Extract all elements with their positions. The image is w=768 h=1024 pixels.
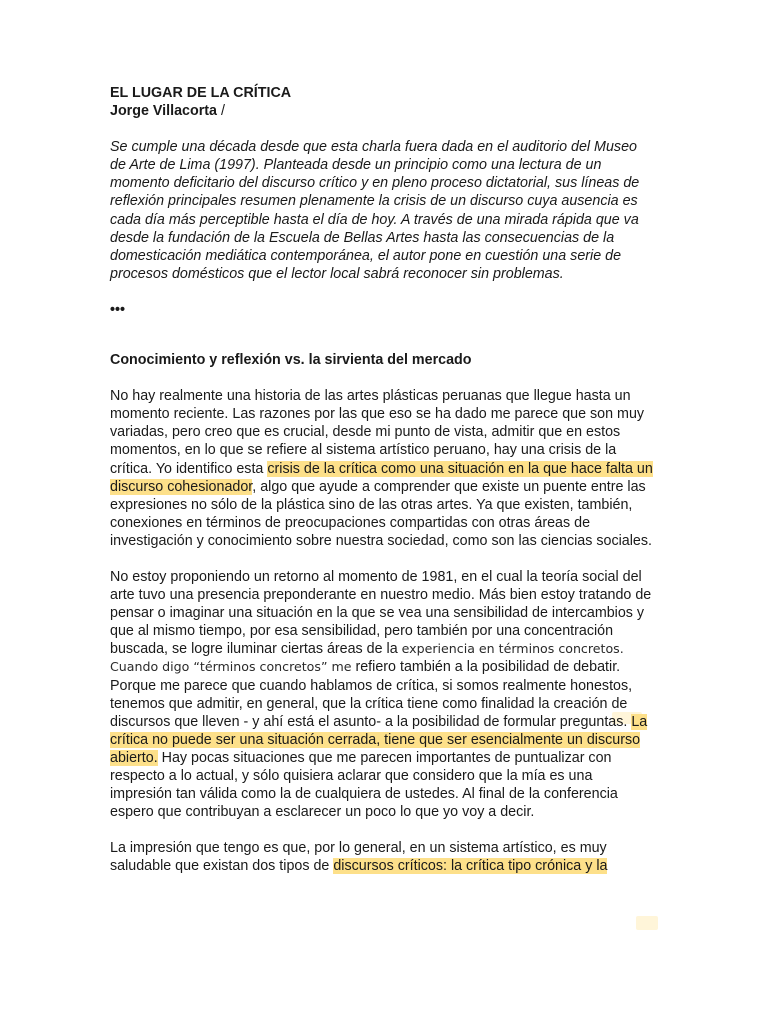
article-author: [110, 102, 656, 120]
section-heading: Conocimiento y reflexión vs. la sirvienta del mercado: [110, 352, 472, 369]
paragraph-text: Hay pocas situaciones que me parecen importantes de puntualizar con respecto a lo actual, y sólo quisiera aclarar que considero que la mía es una impresión tan válida como la de cualquiera de ustedes. Al final de la conferencia espero que contribuyan a esclarecer un poco lo que yo voy a decir.: [110, 749, 618, 821]
highlighted-text: discursos críticos: la crítica tipo crónica y la: [333, 858, 608, 875]
author-name: Jorge Villacorta: [110, 103, 218, 120]
article-title: EL LUGAR DE LA CRÍTICA: [110, 85, 292, 101]
highlighted-text: crisis de la crítica como una situación en la que hace falta un discurso cohesionador: [110, 460, 653, 495]
article-abstract: Se cumple una década desde que esta charla fuera dada en el auditorio del Museo de Arte de Lima (1997). Planteada desde un principio como una lectura de un momento deficitario del discurso crítico y en pleno proceso dictatorial, sus líneas de reflexión principales resumen plenamente la crisis de un discurso cuya ausencia es cada día más perceptible hasta el día de hoy. A través de una mirada rápida que va desde la fundación de la Escuela de Bellas Artes hasta las consecuencias de la domesticación mediática contemporánea, el autor pone en cuestión una serie de procesos domésticos que el lector local sabrá reconocer sin problemas.: [110, 139, 640, 282]
paragraph-text-alt-font: experiencia en términos concretos. Cuando digo “términos concretos” me: [110, 641, 624, 675]
paragraph-3: [110, 839, 656, 875]
highlighted-text: La crítica no puede ser una situación cerrada, tiene que ser esencialmente un discurso abierto.: [110, 713, 648, 766]
paragraph-2: [110, 568, 656, 821]
paragraph-text: No hay realmente una historia de las artes plásticas peruanas que llegue hasta un momento reciente. Las razones por las que eso se ha dado me parece que son muy variadas, pero creo que es crucial, desde mi punto de vista, admitir que en estos momentos, en lo que se refiere al sistema artístico peruano, hay una crisis de la crítica. Yo identifico esta: [110, 388, 645, 477]
highlight-smudge: [636, 916, 658, 930]
paragraph-1: [110, 387, 656, 550]
paragraph-text: refiero también a la posibilidad de debatir. Porque me parece que cuando hablamos de crítica, si somos realmente honestos, tenemos que admitir, en general, que la crítica tiene como finalidad la creación de discursos que lleven - y ahí está el asunto- a la posibilidad de formular preguntas.: [110, 659, 633, 730]
paragraph-text: , algo que ayude a comprender que existe un puente entre las expresiones no sólo de la plástica sino de las otras artes. Ya que existen, también, conexiones en términos de preocupaciones compartidas con otras áreas de investigación y conocimiento sobre nuestra sociedad, como son las ciencias sociales.: [110, 478, 652, 549]
document-page: [110, 84, 656, 875]
paragraph-text: La impresión que tengo es que, por lo general, en un sistema artístico, es muy saludable que existan dos tipos de: [110, 840, 607, 875]
author-separator: /: [217, 103, 225, 120]
paragraph-text: No estoy proponiendo un retorno al momento de 1981, en el cual la teoría social del arte tuvo una presencia preponderante en nuestro medio. Más bien estoy tratando de pensar o imaginar una situación en la que se vea una sensibilidad de intercambios y que al mismo tiempo, por esa sensibilidad, pero también por una concentración buscada, se logre iluminar ciertas áreas de la: [110, 568, 652, 658]
section-separator: •••: [110, 301, 126, 318]
